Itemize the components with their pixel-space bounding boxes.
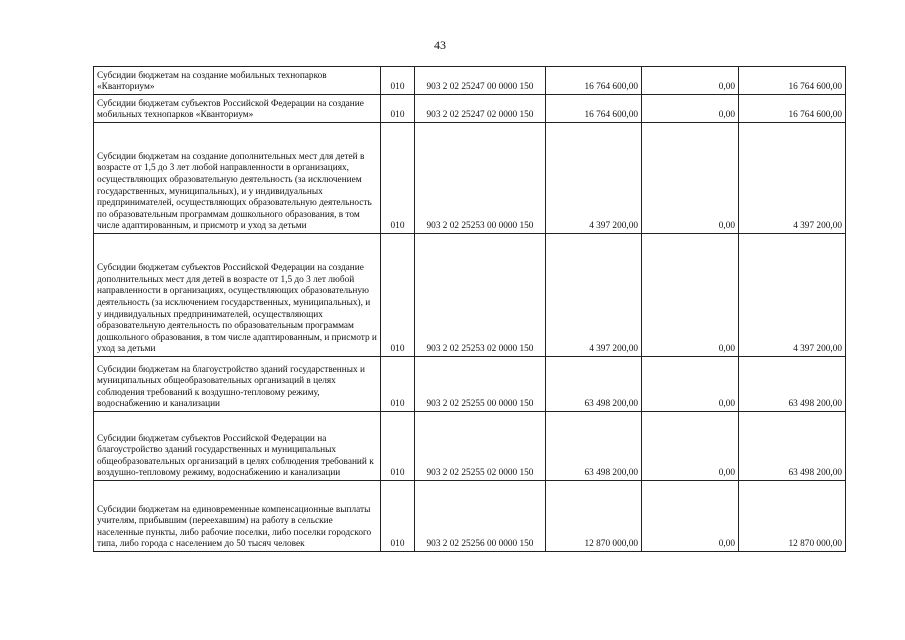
row-plan-amount: 12 870 000,00 [546,481,642,552]
row-admin-code: 010 [381,67,415,95]
row-budget-code: 903 2 02 25256 00 0000 150 [415,481,546,552]
row-budget-code: 903 2 02 25247 00 0000 150 [415,67,546,95]
row-description: Субсидии бюджетам на благоустройство зданий государственных и муниципальных общеобразовательных организаций в целях соблюдения требований к воздушно-тепловому режиму, водоснабжению и канализации [94,357,381,412]
row-plan-amount: 63 498 200,00 [546,412,642,481]
row-description: Субсидии бюджетам субъектов Российской Федерации на создание мобильных технопарков «Кванториум» [94,95,381,123]
row-executed-amount: 0,00 [642,357,739,412]
row-remainder-amount: 4 397 200,00 [739,234,846,357]
row-admin-code: 010 [381,95,415,123]
row-admin-code: 010 [381,357,415,412]
row-description: Субсидии бюджетам на создание мобильных технопарков «Кванториум» [94,67,381,95]
row-remainder-amount: 16 764 600,00 [739,67,846,95]
row-admin-code: 010 [381,481,415,552]
row-plan-amount: 16 764 600,00 [546,95,642,123]
row-executed-amount: 0,00 [642,234,739,357]
row-budget-code: 903 2 02 25255 00 0000 150 [415,357,546,412]
row-plan-amount: 63 498 200,00 [546,357,642,412]
table-row [94,412,846,481]
table-row [94,123,846,234]
table-row [94,234,846,357]
row-executed-amount: 0,00 [642,95,739,123]
row-plan-amount: 4 397 200,00 [546,123,642,234]
table-row [94,95,846,123]
row-plan-amount: 16 764 600,00 [546,67,642,95]
row-executed-amount: 0,00 [642,123,739,234]
row-description: Субсидии бюджетам на единовременные компенсационные выплаты учителям, прибывшим (переехавшим) на работу в сельские населенные пункты, либо рабочие поселки, либо поселки городского типа, либо города с населением до 50 тысяч человек [94,481,381,552]
row-description: Субсидии бюджетам на создание дополнительных мест для детей в возрасте от 1,5 до 3 лет любой направленности в организациях, осуществляющих образовательную деятельность (за исключением государственных, муниципальных), и у индивидуальных предпринимателей, осуществляющих образовательную деятельность по образовательным программам дошкольного образования, в том числе адаптированным, и присмотр и уход за детьми [94,123,381,234]
row-executed-amount: 0,00 [642,67,739,95]
budget-table [93,66,846,552]
row-remainder-amount: 12 870 000,00 [739,481,846,552]
row-remainder-amount: 63 498 200,00 [739,357,846,412]
row-remainder-amount: 4 397 200,00 [739,123,846,234]
row-admin-code: 010 [381,123,415,234]
row-budget-code: 903 2 02 25247 02 0000 150 [415,95,546,123]
row-admin-code: 010 [381,234,415,357]
row-executed-amount: 0,00 [642,412,739,481]
row-budget-code: 903 2 02 25253 02 0000 150 [415,234,546,357]
table-row [94,481,846,552]
row-budget-code: 903 2 02 25253 00 0000 150 [415,123,546,234]
row-budget-code: 903 2 02 25255 02 0000 150 [415,412,546,481]
row-remainder-amount: 16 764 600,00 [739,95,846,123]
table-row [94,67,846,95]
row-description: Субсидии бюджетам субъектов Российской Федерации на благоустройство зданий государственных и муниципальных общеобразовательных организаций в целях соблюдения требований к воздушно-тепловому режиму, водоснабжению и канализации [94,412,381,481]
row-remainder-amount: 63 498 200,00 [739,412,846,481]
row-description: Субсидии бюджетам субъектов Российской Федерации на создание дополнительных мест для детей в возрасте от 1,5 до 3 лет любой направленности в организациях, осуществляющих образовательную деятельность (за исключением государственных, муниципальных), и у индивидуальных предпринимателей, осуществляющих образовательную деятельность по образовательным программам дошкольного образования, в том числе адаптированным, и присмотр и уход за детьми [94,234,381,357]
table-row [94,357,846,412]
row-admin-code: 010 [381,412,415,481]
page-number: 43 [434,38,446,52]
row-executed-amount: 0,00 [642,481,739,552]
row-plan-amount: 4 397 200,00 [546,234,642,357]
